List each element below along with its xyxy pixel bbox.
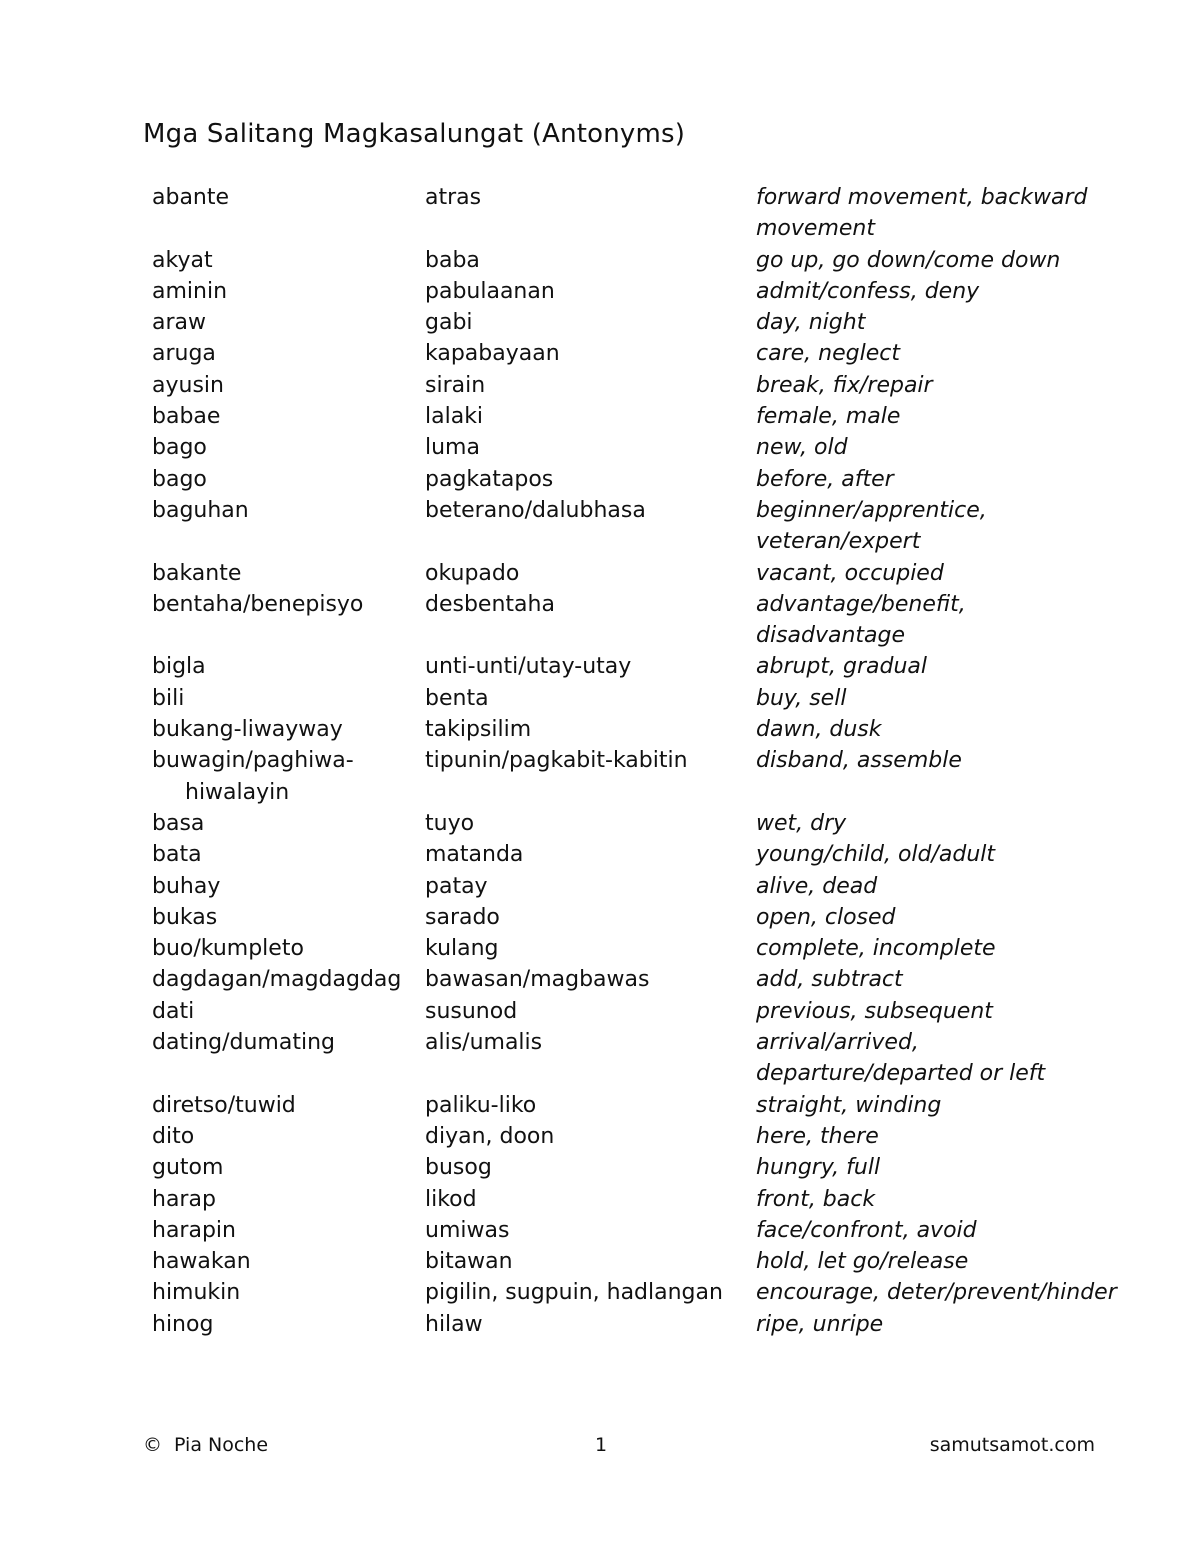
tagalog-word-text: hawakan <box>152 1249 251 1275</box>
table-row <box>152 370 1112 401</box>
english-translation <box>756 1309 1106 1340</box>
author-name: Pia Noche <box>174 1434 269 1456</box>
tagalog-word <box>152 1246 425 1277</box>
english-translation-text: new, old <box>756 435 848 461</box>
antonym-word: unti-unti/utay-utay <box>425 654 632 680</box>
table-row <box>152 432 1112 463</box>
antonym-word: benta <box>425 685 489 711</box>
tagalog-word <box>152 182 425 213</box>
english-translation-text: hungry, full <box>756 1155 881 1181</box>
english-translation-text: female, male <box>756 404 901 430</box>
table-row <box>152 1090 1112 1121</box>
tagalog-word <box>152 933 425 964</box>
english-translation-text: complete, incomplete <box>756 936 996 962</box>
english-translation-text: forward movement, backward <box>756 185 1088 210</box>
tagalog-word <box>152 1090 425 1121</box>
footer-author <box>143 1430 268 1460</box>
tagalog-word <box>152 964 425 995</box>
tagalog-word <box>152 307 425 338</box>
table-row <box>152 589 1112 652</box>
tagalog-word <box>152 871 425 902</box>
antonym-word: desbentaha <box>425 591 555 617</box>
english-translation-text: beginner/apprentice, <box>756 497 987 523</box>
tagalog-word-text: dating/dumating <box>152 1030 335 1056</box>
english-translation <box>756 839 1106 870</box>
english-translation <box>756 432 1106 463</box>
antonym-word: pabulaanan <box>425 278 555 304</box>
english-translation <box>756 871 1106 902</box>
english-translation <box>756 307 1106 338</box>
tagalog-word <box>152 1121 425 1152</box>
table-row <box>152 996 1112 1027</box>
tagalog-word-text: bago <box>152 435 207 461</box>
table-row <box>152 1152 1112 1183</box>
tagalog-word-text: dati <box>152 998 195 1024</box>
tagalog-word-text: araw <box>152 310 207 336</box>
antonym-word: sarado <box>425 904 500 930</box>
tagalog-word <box>152 276 425 307</box>
tagalog-word <box>152 1215 425 1246</box>
english-translation-text: face/confront, avoid <box>756 1217 977 1243</box>
antonym-word: lalaki <box>425 404 484 430</box>
antonym-word: beterano/dalubhasa <box>425 497 646 523</box>
english-translation <box>756 1215 1106 1246</box>
antonym-word: susunod <box>425 998 518 1024</box>
english-translation-text: go up, go down/come down <box>756 247 1061 273</box>
table-row <box>152 182 1112 245</box>
antonym-word: tuyo <box>425 810 475 836</box>
tagalog-word-text: hinog <box>152 1311 214 1337</box>
table-row <box>152 1121 1112 1152</box>
table-row <box>152 808 1112 839</box>
english-translation <box>756 276 1106 307</box>
english-translation <box>756 401 1106 432</box>
antonym-word: atras <box>425 185 482 210</box>
tagalog-word-text: aruga <box>152 341 216 367</box>
tagalog-word-text: basa <box>152 810 205 836</box>
tagalog-word-text: hiwalayin <box>185 779 290 805</box>
english-translation <box>756 808 1106 839</box>
english-translation <box>756 1090 1106 1121</box>
tagalog-word <box>152 432 425 463</box>
tagalog-word <box>152 714 425 745</box>
copyright-icon: © <box>143 1434 162 1456</box>
tagalog-word <box>152 495 425 526</box>
antonym-word: bitawan <box>425 1249 513 1275</box>
table-row <box>152 338 1112 369</box>
antonym-word: paliku-liko <box>425 1092 537 1118</box>
antonym-word: busog <box>425 1155 492 1181</box>
table-row <box>152 902 1112 933</box>
english-translation <box>756 464 1106 495</box>
english-translation <box>756 964 1106 995</box>
tagalog-word <box>152 1184 425 1215</box>
english-translation-text: ripe, unripe <box>756 1311 884 1337</box>
tagalog-word-text: harap <box>152 1186 216 1212</box>
english-translation <box>756 495 1106 558</box>
antonym-table <box>152 182 1117 1340</box>
english-translation <box>756 714 1106 745</box>
table-row <box>152 1246 1112 1277</box>
antonym-word: kapabayaan <box>425 341 560 367</box>
antonym-word: takipsilim <box>425 717 532 743</box>
antonym-word: bawasan/magbawas <box>425 967 650 993</box>
antonym-word: pigilin, sugpuin, hadlangan <box>425 1280 723 1306</box>
website-url: samutsamot.com <box>929 1434 1095 1456</box>
english-translation <box>756 1121 1106 1152</box>
english-translation-text: straight, winding <box>756 1092 942 1118</box>
english-translation <box>756 1027 1106 1090</box>
english-translation-text: add, subtract <box>756 967 903 993</box>
english-translation <box>756 1152 1106 1183</box>
antonym-word: umiwas <box>425 1217 510 1243</box>
antonym-word: alis/umalis <box>425 1030 543 1056</box>
english-translation <box>756 245 1106 276</box>
tagalog-word <box>152 1309 425 1340</box>
antonym-word: hilaw <box>425 1311 483 1337</box>
table-row <box>152 1184 1112 1215</box>
english-translation <box>756 370 1106 401</box>
tagalog-word-text: bago <box>152 466 207 492</box>
tagalog-word <box>152 245 425 276</box>
tagalog-word-text: aminin <box>152 278 228 304</box>
tagalog-word-text: dito <box>152 1123 195 1149</box>
english-translation-text: before, after <box>756 466 894 492</box>
english-translation-text: front, back <box>756 1186 876 1212</box>
english-translation-text: dawn, dusk <box>756 717 882 743</box>
table-row <box>152 495 1112 558</box>
english-translation-text: buy, sell <box>756 685 847 711</box>
tagalog-word <box>152 1277 425 1308</box>
tagalog-word-text: babae <box>152 404 221 430</box>
tagalog-word-text: bukas <box>152 904 218 930</box>
tagalog-word-text: bata <box>152 842 202 868</box>
english-translation <box>756 902 1106 933</box>
english-translation <box>756 1277 1117 1308</box>
table-row <box>152 1215 1112 1246</box>
antonym-word: patay <box>425 873 488 899</box>
tagalog-word <box>152 558 425 589</box>
tagalog-word <box>152 1152 425 1183</box>
tagalog-word <box>152 902 425 933</box>
table-row <box>152 1277 1117 1308</box>
table-row <box>152 933 1112 964</box>
table-row <box>152 1309 1112 1340</box>
table-row <box>152 839 1112 870</box>
english-translation <box>756 182 1106 245</box>
page-footer <box>143 1430 1095 1460</box>
tagalog-word <box>152 839 425 870</box>
antonym-word: sirain <box>425 372 486 398</box>
table-row <box>152 651 1112 682</box>
tagalog-word-text: himukin <box>152 1280 241 1306</box>
english-translation-text: departure/departed or left <box>756 1061 1046 1087</box>
tagalog-word-text: harapin <box>152 1217 236 1243</box>
antonym-word: gabi <box>425 310 473 336</box>
table-row <box>152 558 1112 589</box>
tagalog-word-text: gutom <box>152 1155 224 1181</box>
english-translation-text: break, fix/repair <box>756 372 933 398</box>
table-row <box>152 276 1112 307</box>
antonym-word: luma <box>425 435 480 461</box>
english-translation-text: disband, assemble <box>756 748 962 774</box>
english-translation-text: previous, subsequent <box>756 998 993 1024</box>
english-translation-text: day, night <box>756 310 866 336</box>
english-translation-text: admit/confess, deny <box>756 278 980 304</box>
english-translation-text: hold, let go/release <box>756 1249 969 1275</box>
tagalog-word <box>152 589 425 620</box>
tagalog-word <box>152 1027 425 1058</box>
english-translation <box>756 996 1106 1027</box>
english-translation <box>756 745 1106 776</box>
english-translation <box>756 683 1106 714</box>
table-row <box>152 714 1112 745</box>
table-row <box>152 1027 1112 1090</box>
tagalog-word-text: abante <box>152 185 230 210</box>
tagalog-word <box>152 996 425 1027</box>
english-translation <box>756 558 1106 589</box>
tagalog-word-text: bili <box>152 685 185 711</box>
antonym-word: okupado <box>425 560 520 586</box>
english-translation <box>756 1184 1106 1215</box>
tagalog-word-text: baguhan <box>152 497 249 523</box>
english-translation-text: alive, dead <box>756 873 878 899</box>
english-translation-text: encourage, deter/prevent/hinder <box>756 1280 1117 1306</box>
tagalog-word-text: diretso/tuwid <box>152 1092 296 1118</box>
english-translation-text: advantage/benefit, <box>756 591 966 617</box>
antonym-word: likod <box>425 1186 477 1212</box>
antonym-word: pagkatapos <box>425 466 554 492</box>
table-row <box>152 683 1112 714</box>
tagalog-word-text: akyat <box>152 247 213 273</box>
table-row <box>152 964 1112 995</box>
tagalog-word-text: buo/kumpleto <box>152 936 304 962</box>
tagalog-word-text: buwagin/paghiwa- <box>152 748 354 774</box>
english-translation-text: abrupt, gradual <box>756 654 928 680</box>
english-translation-text: disadvantage <box>756 623 906 649</box>
english-translation <box>756 1246 1106 1277</box>
tagalog-word <box>152 401 425 432</box>
antonym-word: diyan, doon <box>425 1123 555 1149</box>
tagalog-word-text: dagdagan/magdagdag <box>152 967 402 993</box>
table-row <box>152 401 1112 432</box>
tagalog-word-text: bakante <box>152 560 242 586</box>
tagalog-word <box>152 683 425 714</box>
table-row <box>152 464 1112 495</box>
english-translation <box>756 338 1106 369</box>
tagalog-word <box>152 464 425 495</box>
antonym-word: baba <box>425 247 480 273</box>
tagalog-word <box>152 808 425 839</box>
english-translation-text: open, closed <box>756 904 896 930</box>
page-title: Mga Salitang Magkasalungat (Antonyms) <box>143 119 686 149</box>
english-translation <box>756 933 1106 964</box>
table-row <box>152 307 1112 338</box>
tagalog-word-text: buhay <box>152 873 221 899</box>
english-translation-text: wet, dry <box>756 810 847 836</box>
page-number: 1 <box>595 1434 608 1456</box>
table-row <box>152 245 1112 276</box>
antonym-word: tipunin/pagkabit-kabitin <box>425 748 688 774</box>
english-translation-text: care, neglect <box>756 341 900 367</box>
tagalog-word-text: ayusin <box>152 372 224 398</box>
tagalog-word <box>152 745 425 808</box>
english-translation-text: here, there <box>756 1123 879 1149</box>
antonym-word: matanda <box>425 842 524 868</box>
english-translation-text: movement <box>756 216 875 242</box>
english-translation-text: young/child, old/adult <box>756 842 996 868</box>
english-translation-text: arrival/arrived, <box>756 1030 919 1056</box>
tagalog-word-text: bukang-liwayway <box>152 717 343 743</box>
antonym-word: kulang <box>425 936 499 962</box>
tagalog-word <box>152 338 425 369</box>
english-translation <box>756 589 1106 652</box>
english-translation-text: veteran/expert <box>756 529 921 555</box>
tagalog-word-text: bigla <box>152 654 206 680</box>
english-translation-text: vacant, occupied <box>756 560 944 586</box>
english-translation <box>756 651 1106 682</box>
tagalog-word <box>152 651 425 682</box>
table-row <box>152 745 1112 808</box>
tagalog-word <box>152 370 425 401</box>
table-row <box>152 871 1112 902</box>
tagalog-word-text: bentaha/benepisyo <box>152 591 364 617</box>
